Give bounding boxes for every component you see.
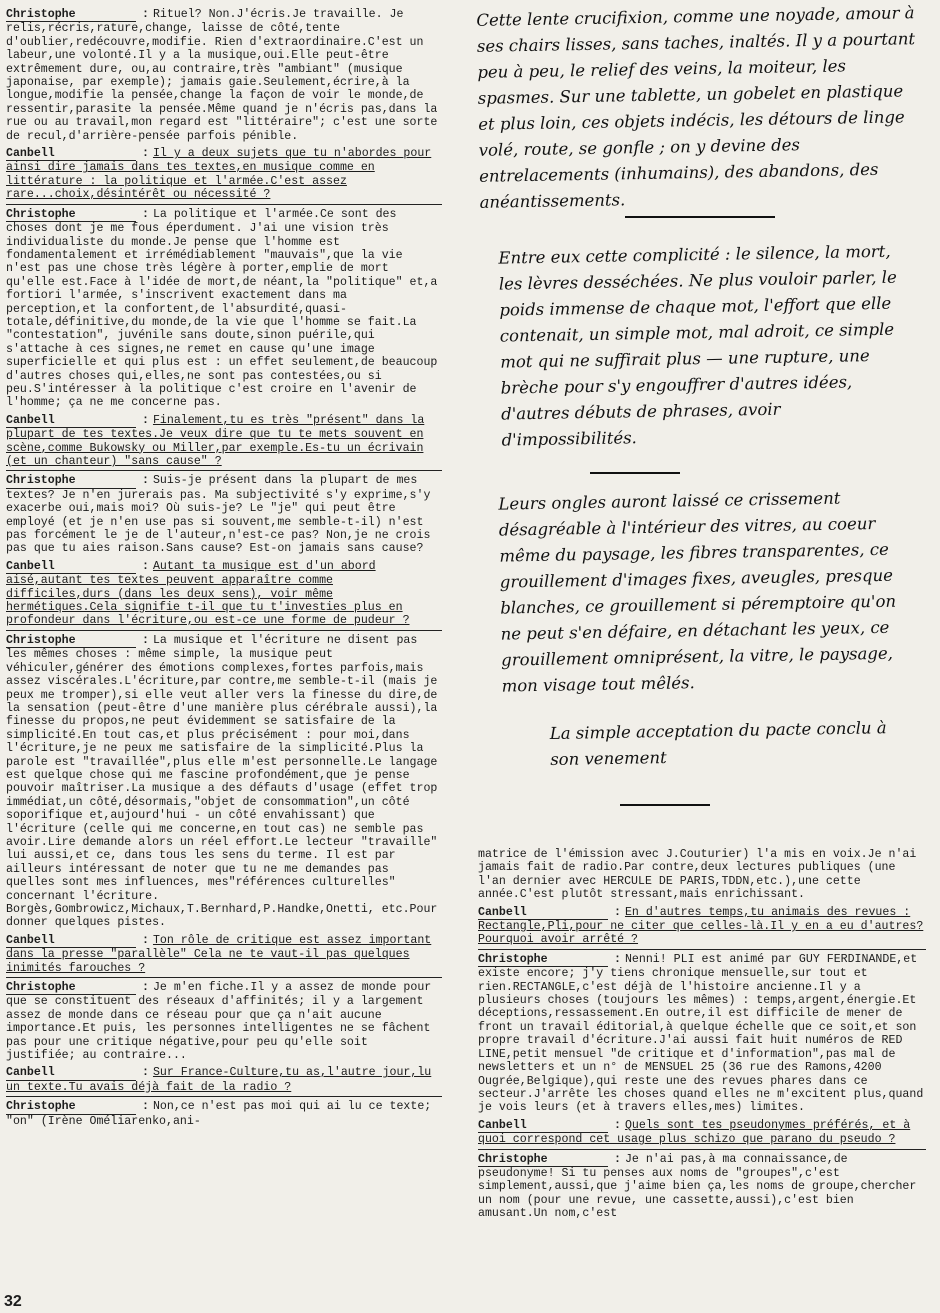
- speaker-colon: :: [614, 905, 621, 919]
- interview-question: [6, 147, 442, 205]
- speaker-name: Canbell: [6, 1066, 136, 1080]
- speaker-name: Canbell: [6, 414, 136, 428]
- interview-answer: [6, 474, 442, 555]
- handwritten-text: Entre eux cette complicité : le silence, la mort, les lèvres desséchées. Ne plus vouloir parler, le poids immense de chaque mot, l'effort que elle contenait, un simple mot, mal adroit, ce simple mot qui ne suffirait plus — une rupture, une brèche pour s'y engouffrer d'autres idées, d'autres débuts de phrases, avoir d'impossibilités.: [498, 241, 897, 450]
- handwritten-paragraph: [478, 4, 918, 212]
- paragraph-text: Ton rôle de critique est assez important dans la presse "parallèle" Cela ne te vaut-il pas quelques inimités farouches ?: [6, 933, 432, 975]
- paragraph-text: Il y a deux sujets que tu n'abordes pour ainsi dire jamais dans tes textes,en musique comme en littérature : la politique et l'armée.C'est assez rare...choix,désintérêt ou nécessité ?: [6, 147, 432, 202]
- speaker-colon: :: [142, 8, 149, 21]
- handwritten-text: La simple acceptation du pacte conclu à son venement: [549, 718, 887, 770]
- speaker-name: Canbell: [478, 906, 608, 920]
- speaker-colon: :: [142, 633, 149, 647]
- interview-question: [6, 934, 442, 978]
- paragraph-text: Suis-je présent dans la plupart de mes textes? Je n'en jurerais pas. Ma subjectivité s'y exprime,s'y exacerbe oui,mais moi? Où suis-je? Le "je" qui peut être employé (et je n'en use pas si souvent,me semble-t-il) n'est pas forcément le je de l'auteur,n'est-ce pas? Non,je ne crois pas que tu aies raison.Sans cause? Est-on jamais sans cause?: [6, 474, 431, 556]
- speaker-name: Christophe: [6, 474, 136, 488]
- speaker-colon: :: [142, 413, 149, 427]
- handwritten-text: Leurs ongles auront laissé ce crissement désagréable à l'intérieur des vitres, au coeur même du paysage, les fibres transparentes, ce grouillement d'images fixes, aveugles, presque blanches, ce grouillement si péremptoire qu'on ne peut s'en défaire, en détachant les yeux, ce grouillement omniprésent, la vitre, le paysage, mon visage tout mêlés.: [498, 488, 897, 696]
- interview-question: [478, 1119, 926, 1150]
- speaker-colon: :: [142, 147, 149, 161]
- speaker-colon: :: [614, 952, 621, 966]
- interview-answer: [478, 1153, 926, 1221]
- paragraph-text: Je m'en fiche.Il y a assez de monde pour que se constituent des réseaux d'affinités; il y a largement assez de monde dans ce réseau pour que ça n'ait aucune importance.Et puis, les personnes intelligentes ne se fâchent pas pour une critique négative,pour peu qu'elle soit justifiée; au contraire...: [6, 981, 432, 1063]
- handwritten-text: Cette lente crucifixion, comme une noyade, amour à ses chairs lisses, sans taches, inaltés. Il y a pourtant peu à peu, le relief des veins, la moiteur, les spasmes. Sur une tablette, un gobelet en plastique et plus loin, ces objets indécis, les détours de linge volé, route, se gonfle ; on y devine des entrelacements (inhumains), des abandons, des anéantissements.: [476, 3, 916, 212]
- page-number: 32: [4, 1293, 22, 1310]
- speaker-colon: :: [142, 933, 149, 947]
- speaker-colon: :: [142, 559, 149, 573]
- paragraph-text: La politique et l'armée.Ce sont des choses dont je me fous éperdument. J'ai une vision très individualiste du monde.Je pense que l'homme est fondamentalement et irrémédiablement "mauvais",que la vie n'est pas une chose très légère à porter,emplie de mort qu'elle est.Face à l'idée de mort,de néant,la "politique" et,a fortiori l'armée, s'inscrivent exactement dans ma perception,et la confortent,de l'absurdité,quasi-totale,définitive,du monde,de la vie que l'homme se fait.La "contestation", juvénile sans doute,sinon puérile,qui s'attache à ces signes,ne remet en cause qu'une image superficielle et qui plus est : un effet seulement,de beaucoup d'autres choses qui,elles,ne sont pas contestées,ou si peu.S'intéresser à la politique c'est croire en l'avenir de l'homme; ça ne me concerne pas.: [6, 207, 438, 410]
- speaker-colon: :: [614, 1118, 621, 1132]
- handwritten-paragraph: [500, 488, 910, 696]
- paragraph-text: Autant ta musique est d'un abord aisé,autant tes textes peuvent apparaître comme difficiles,durs (dans les deux sens), voir même hermétiques.Cela signifie t-il que tu t'investies plus en profondeur dans l'écriture,ou est-ce une forme de pudeur ?: [6, 559, 410, 628]
- speaker-name: Christophe: [478, 1153, 608, 1167]
- speaker-colon: :: [142, 1100, 149, 1114]
- paragraph-text: Quels sont tes pseudonymes préférés, et à quoi correspond cet usage plus schizo que parano du pseudo ?: [478, 1118, 911, 1147]
- speaker-name: Christophe: [6, 8, 136, 22]
- speaker-name: Christophe: [6, 208, 136, 222]
- paragraph-text: matrice de l'émission avec J.Couturier) l'a mis en voix.Je n'ai jamais fait de radio.Par contre,deux lectures publiques (une l'an dernier avec HERCULE DE PARIS,TDDN,etc.),une cette année.C'est plutôt stressant,mais enrichissant.: [478, 848, 917, 902]
- handwritten-paragraph: [500, 242, 910, 450]
- interview-question: [6, 414, 442, 472]
- speaker-name: Christophe: [6, 634, 136, 648]
- paragraph-text: En d'autres temps,tu animais des revues : Rectangle,Pli,pour ne citer que celles-là.Il y en a eu d'autres? Pourquoi avoir arrêté ?: [478, 905, 924, 947]
- speaker-colon: :: [142, 981, 149, 995]
- paragraph-text: Finalement,tu es très "présent" dans la plupart de tes textes.Je veux dire que tu te mets souvent en scène,comme Bukowsky ou Miller,par exemple.Es-tu un écrivain (et un chanteur) "sans cause" ?: [6, 413, 425, 468]
- speaker-colon: :: [142, 474, 149, 488]
- interview-answer: [478, 848, 926, 902]
- interview-question: [478, 906, 926, 950]
- speaker-name: Canbell: [478, 1119, 608, 1133]
- speaker-name: Christophe: [6, 1100, 136, 1114]
- paragraph-text: Nenni! PLI est animé par GUY FERDINANDE,et existe encore; j'y tiens chronique mensuelle,sur tout et rien.RECTANGLE,c'est déjà de l'histoire ancienne.Il y a plusieurs choses (toujours les mêmes) : temps,argent,énergie.Et déceptions,ressassement.En outre,il est difficile de mener de front un travail éditorial,à quelque échelle que ce soit,et son propre travail d'écriture.J'ai aussi fait huit numéros de RED LINE,petit mensuel "de critique et d'information",pas mal de newsletters et un n° de MENSUEL 25 (36 rue des Ramons,4200 Ougrée,Belgique),qui reste une des revues phares dans ce secteur.J'arrête les choses quand elles ne m'excitent plus,quand je vois leurs (et à travers elles,mes) limites.: [478, 952, 924, 1115]
- separator-line: [625, 216, 775, 218]
- interview-answer: [478, 953, 926, 1115]
- speaker-name: Christophe: [6, 981, 136, 995]
- speaker-colon: :: [142, 207, 149, 221]
- interview-answer: [6, 208, 442, 410]
- handwritten-notes: [470, 4, 930, 844]
- paragraph-text: Sur France-Culture,tu as,l'autre jour,lu un texte.Tu avais déjà fait de la radio ?: [6, 1066, 432, 1094]
- interview-answer: [6, 634, 442, 930]
- separator-line: [590, 472, 680, 474]
- paragraph-text: Je n'ai pas,à ma connaissance,de pseudonyme! Si tu penses aux noms de "groupes",c'est simplement,aussi,que j'aime bien ça,les noms de groupe,chercher un nom (pour une revue, une cassette,aussi),c'est bien amusant.Un nom,c'est: [478, 1152, 917, 1221]
- speaker-colon: :: [142, 1066, 149, 1080]
- interview-answer: [6, 8, 442, 143]
- interview-answer: [6, 1100, 442, 1128]
- speaker-name: Canbell: [6, 560, 136, 574]
- paragraph-text: Rituel? Non.J'écris.Je travaille. Je relis,récris,rature,change, laisse de côté,tente d'oublier,redécouvre,modifie. Rien d'extraordinaire.C'est un labeur,une volonté.Il y a la musique,oui.Elle peut-être extrêmement dure, ou,au contraire,très "ambiant" (musique japonaise, par exemple); jamais gaie.Seulement,écrire,à la longue,modifie la pensée,change la façon de voir le monde,de ressentir,parasite la pensée.Même quand je n'écris pas,dans la rue ou au travail,mon regard est "littéraire"; c'est une sorte de recul,d'arrière-pensée parfois pénible.: [6, 8, 438, 143]
- interview-answer: [6, 981, 442, 1062]
- speaker-colon: :: [614, 1152, 621, 1166]
- interview-question: [6, 560, 442, 631]
- speaker-name: Christophe: [478, 953, 608, 967]
- right-column-text: [478, 848, 926, 1225]
- interview-question: [6, 1066, 442, 1097]
- separator-line: [620, 804, 710, 806]
- speaker-name: Canbell: [6, 934, 136, 948]
- paragraph-text: La musique et l'écriture ne disent pas les mêmes choses : même simple, la musique peut véhiculer,générer des émotions complexes,fortes parfois,mais assez viscérales.L'écriture,par contre,me semble-t-il (mais je peux me tromper),si elle veut aller vers la finesse du dire,de la sensation (peut-être d'une manière plus cérébrale aussi),la finesse du propos,ne peut évidemment se satisfaire de la simplicité.En tout cas,et plus précisément : pour moi,dans l'écriture,je ne peux me satisfaire de la simplicité.Plus la parole est "travaillée",plus elle m'est personnelle.Le langage est quelque chose qui me fascine profondément,que je pense pouvoir maîtriser.La musique a des défauts d'usage (effet trop immédiat,un côté,désormais,"objet de consommation",un côté soporifique et,aujourd'hui - un côté envahissant) que l'écriture (celle qui me concerne,en tout cas) ne semble pas avoir.Lire demande alors un réel effort.Le lecteur "travaille" lui aussi,et ce, dans tous les sens du terme. Il est par ailleurs intéressant de noter que tu ne me demandes pas quelles sont mes influences, mes"références culturelles" concernant l'écriture. Borgès,Gombrowicz,Michaux,T.Bernhard,P.Handke,Onetti, etc.Pour donner quelques pistes.: [6, 633, 438, 930]
- handwritten-paragraph: [550, 718, 900, 770]
- left-column: [6, 8, 442, 1132]
- paragraph-text: Non,ce n'est pas moi qui ai lu ce texte; "on" (Irène Oméliarenko,ani-: [6, 1100, 432, 1128]
- speaker-name: Canbell: [6, 147, 136, 161]
